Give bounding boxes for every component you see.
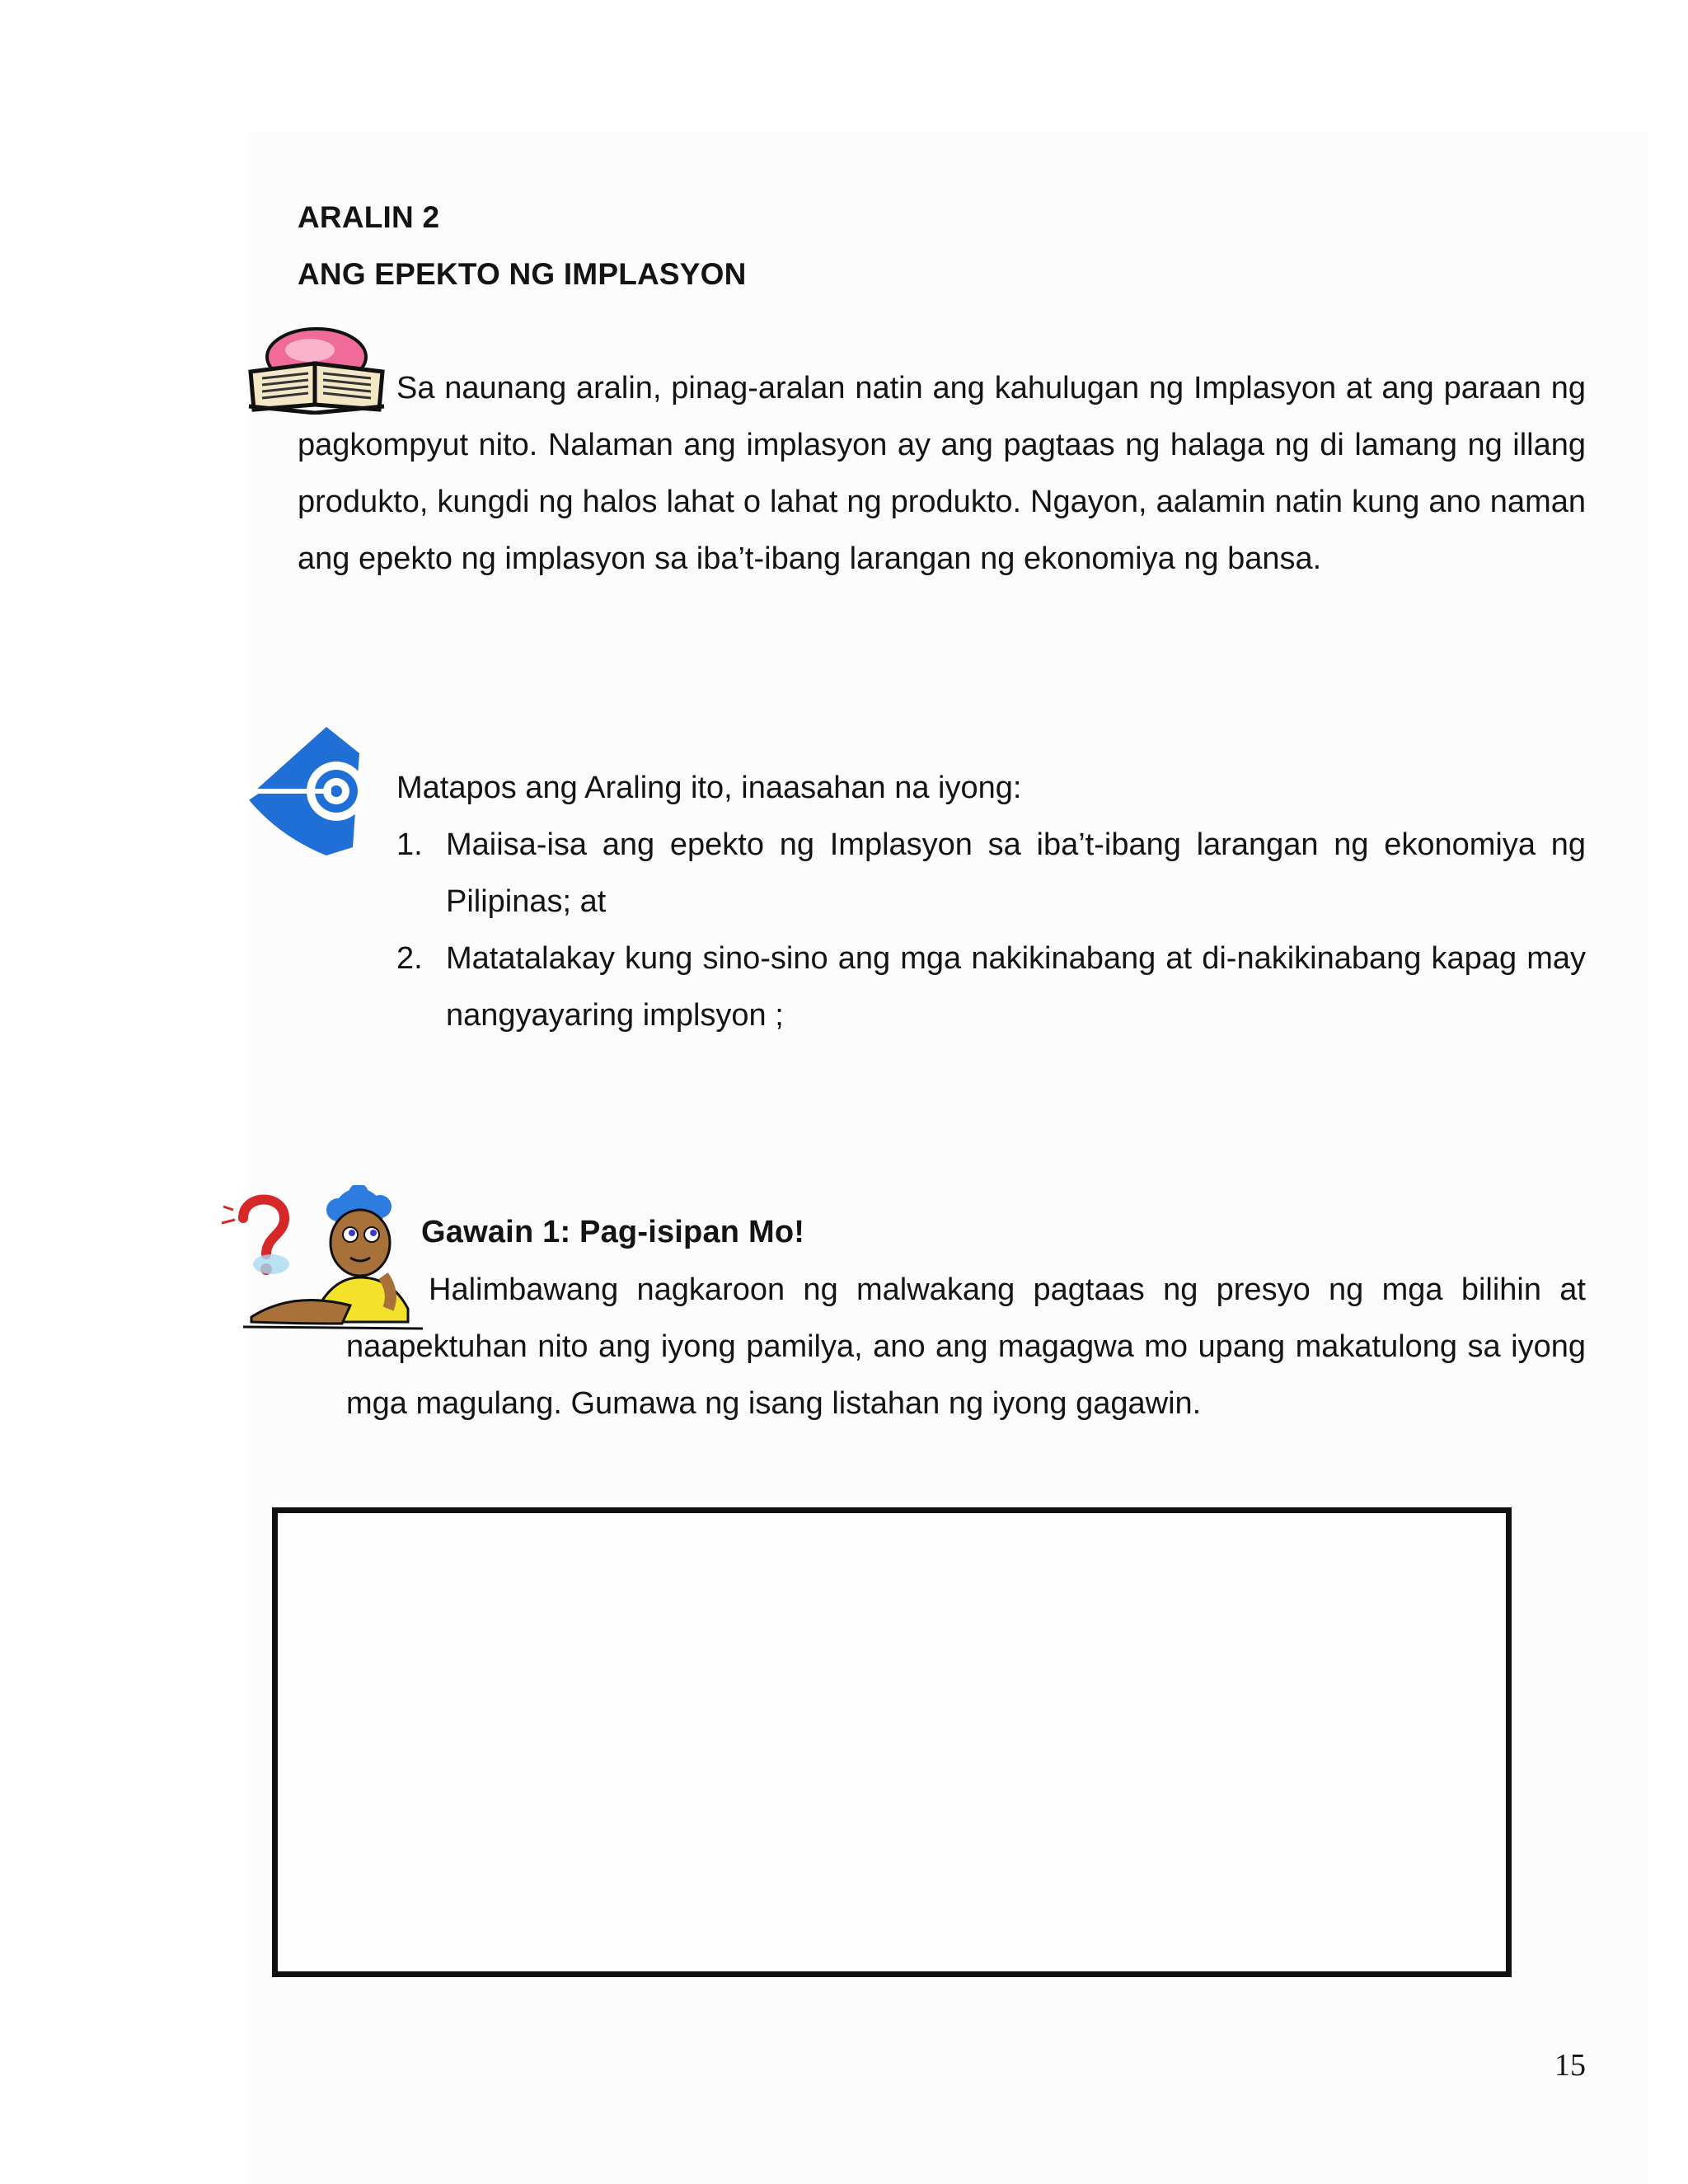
objective-text: Matatalakay kung sino-sino ang mga nakikinabang at di-nakikinabang kapag may nangyayaring implsyon ;: [446, 941, 1586, 1033]
objective-item: [396, 817, 1586, 930]
objectives-list: [396, 817, 1586, 1044]
objective-item: [396, 930, 1586, 1044]
objective-number: 2.: [396, 941, 423, 976]
objective-text: Maiisa-isa ang epekto ng Implasyon sa iba’t-ibang larangan ng ekonomiya ng Pilipinas; at: [446, 827, 1586, 919]
target-arrow-icon: [244, 724, 369, 855]
activity-title: Gawain 1: Pag-isipan Mo!: [421, 1215, 805, 1249]
objective-number: 1.: [396, 827, 423, 862]
page-number: 15: [1554, 2048, 1586, 2083]
activity-paragraph: Halimbawang nagkaroon ng malwakang pagtaas ng presyo ng mga bilihin at naapektuhan nito ang iyong pamilya, ano ang magagwa mo upang makatulong sa iyong mga magulang. Gumawa ng isang listahan ng iyong gagawin.: [346, 1272, 1586, 1421]
objectives-lead: Matapos ang Araling ito, inaasahan na iyong:: [396, 771, 1022, 805]
lesson-number: ARALIN 2: [298, 200, 440, 234]
lesson-title: ANG EPEKTO NG IMPLASYON: [298, 257, 747, 291]
intro-paragraph: Sa naunang aralin, pinag-aralan natin ang kahulugan ng Implasyon at ang paraan ng pagkompyut nito. Nalaman ang implasyon ay ang pagtaas ng halaga ng di lamang ng illang produkto, kungdi ng halos lahat o lahat ng produkto. Ngayon, aalamin natin kung ano naman ang epekto ng implasyon sa iba’t-ibang larangan ng ekonomiya ng bansa.: [298, 371, 1586, 576]
answer-box[interactable]: [272, 1507, 1512, 1977]
